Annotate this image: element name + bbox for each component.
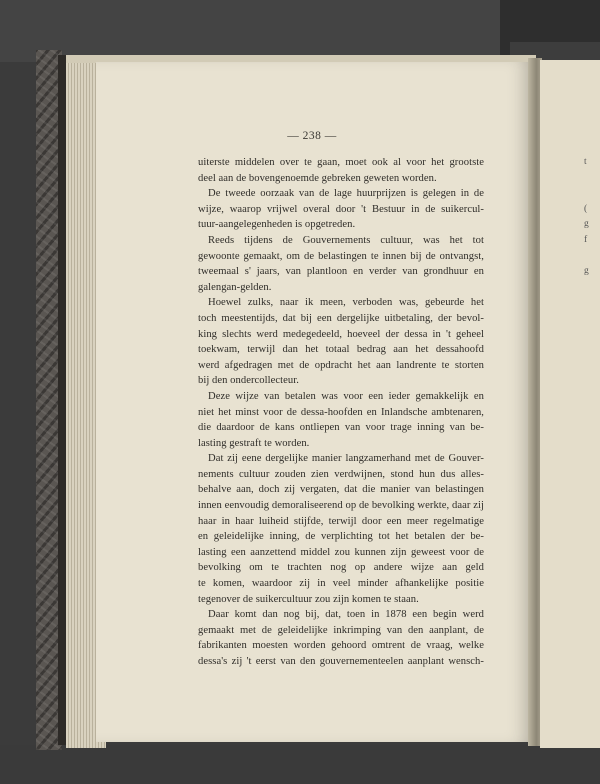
facing-page-char bbox=[584, 342, 598, 358]
text-line: gemaakt met de geleidelijke inkrimping van den aanplant, de bbox=[198, 624, 484, 636]
text-line: niet het minst voor de dessa-hoofden en Inlandsche ambtenaren, bbox=[198, 406, 484, 418]
text-line: toekwam, terwijl dan het totaal bedrag aan het dessahoofd bbox=[198, 344, 484, 356]
page-body-text bbox=[198, 155, 484, 670]
text-line: deel aan de bovengenoemde gebreken geweten worden. bbox=[198, 172, 437, 184]
text-line: king slechts werd medegedeeld, hoeveel der dessa in 't geheel bbox=[198, 328, 484, 340]
facing-page-char bbox=[584, 420, 598, 436]
text-line: behalve aan, doch zij vergaten, dat die manier van belastingen bbox=[198, 484, 484, 496]
text-line: fabrikanten moesten worden gehoord omtrent de vraag, welke bbox=[198, 640, 484, 652]
facing-page-char bbox=[584, 327, 598, 343]
text-line: lasting gestraft te worden. bbox=[198, 437, 310, 449]
text-line: lasting een aanzettend middel zou kunnen zijn geweest voor de bbox=[198, 546, 484, 558]
text-line: te komen, waardoor zij in veel minder afhankelijke positie bbox=[198, 578, 484, 590]
text-line: galengan-gelden. bbox=[198, 281, 272, 293]
facing-page-char bbox=[584, 249, 598, 265]
facing-page-char bbox=[584, 280, 598, 296]
text-line: tweemaal s' jaars, van plantloon en verder van grondhuur en bbox=[198, 266, 484, 278]
facing-page-char bbox=[584, 405, 598, 421]
text-line: wijze, waarop vrijwel overal door 't Bestuur in de suikercul- bbox=[198, 203, 484, 215]
facing-page-char bbox=[584, 358, 598, 374]
facing-page-char bbox=[584, 389, 598, 405]
text-line: Dat zij eene dergelijke manier langzamerhand met de Gouver- bbox=[208, 453, 484, 465]
text-line: innen eenvoudig demoraliseerend op de bevolking werkte, daar zij bbox=[198, 500, 484, 512]
facing-page-char bbox=[584, 311, 598, 327]
text-line: dessa's zij 't eerst van den gouvernementeelen aanplant wensch- bbox=[198, 656, 484, 667]
text-line: uiterste middelen over te gaan, moet ook al voor het grootste bbox=[198, 157, 484, 168]
facing-page-char bbox=[584, 186, 598, 202]
facing-page-char: t bbox=[584, 157, 587, 167]
text-line: nements cultuur zouden zien verdwijnen, stond hun dus alles- bbox=[198, 468, 484, 480]
text-line: tegenover de suikercultuur zou zijn komen te staan. bbox=[198, 593, 419, 605]
text-line: haar in haar luiheid stijfde, terwijl door een meer regelmatige bbox=[198, 515, 484, 527]
text-line: toch meestentijds, dat bij een dergelijke uitbetaling, der bevol- bbox=[198, 312, 484, 324]
text-line: Deze wijze van betalen was voor een ieder gemakkelijk en bbox=[208, 390, 484, 402]
text-line: tuur-aangelegenheden is opgetreden. bbox=[198, 219, 356, 231]
facing-page-char bbox=[584, 171, 598, 187]
facing-page-char bbox=[584, 373, 598, 389]
facing-page-char: f bbox=[584, 234, 588, 245]
facing-page-char: g bbox=[584, 266, 589, 277]
text-line: gewoonte gemaakt, om de belastingen te innen bij de ontvangst, bbox=[198, 250, 484, 262]
facing-page-char: ( bbox=[584, 203, 588, 214]
facing-page-char: g bbox=[584, 219, 589, 230]
text-line: Daar komt dan nog bij, dat, toen in 1878 een begin werd bbox=[208, 609, 484, 621]
facing-page-char bbox=[584, 295, 598, 311]
text-line: De tweede oorzaak van de lage huurprijzen is gelegen in de bbox=[208, 188, 484, 200]
facing-page-text-fragments bbox=[584, 155, 598, 436]
text-line: die daardoor de kans ontliepen van voor trage inning van be- bbox=[198, 422, 484, 434]
page-number: — 238 — bbox=[287, 130, 337, 142]
text-line: bevolking om te trachten nog op andere wijze aan geld bbox=[198, 562, 484, 574]
text-line: Hoewel zulks, naar ik meen, verboden was, gebeurde het bbox=[208, 297, 484, 309]
background-bottom bbox=[0, 745, 600, 784]
text-line: werd afgedragen met de opdracht het aan landrente te storten bbox=[198, 359, 484, 371]
text-line: Reeds tijdens de Gouvernements cultuur, was het tot bbox=[208, 234, 484, 246]
text-line: en geleidelijke inning, de verplichting tot het betalen der be- bbox=[198, 531, 484, 543]
text-line: bij den ondercollecteur. bbox=[198, 375, 299, 387]
